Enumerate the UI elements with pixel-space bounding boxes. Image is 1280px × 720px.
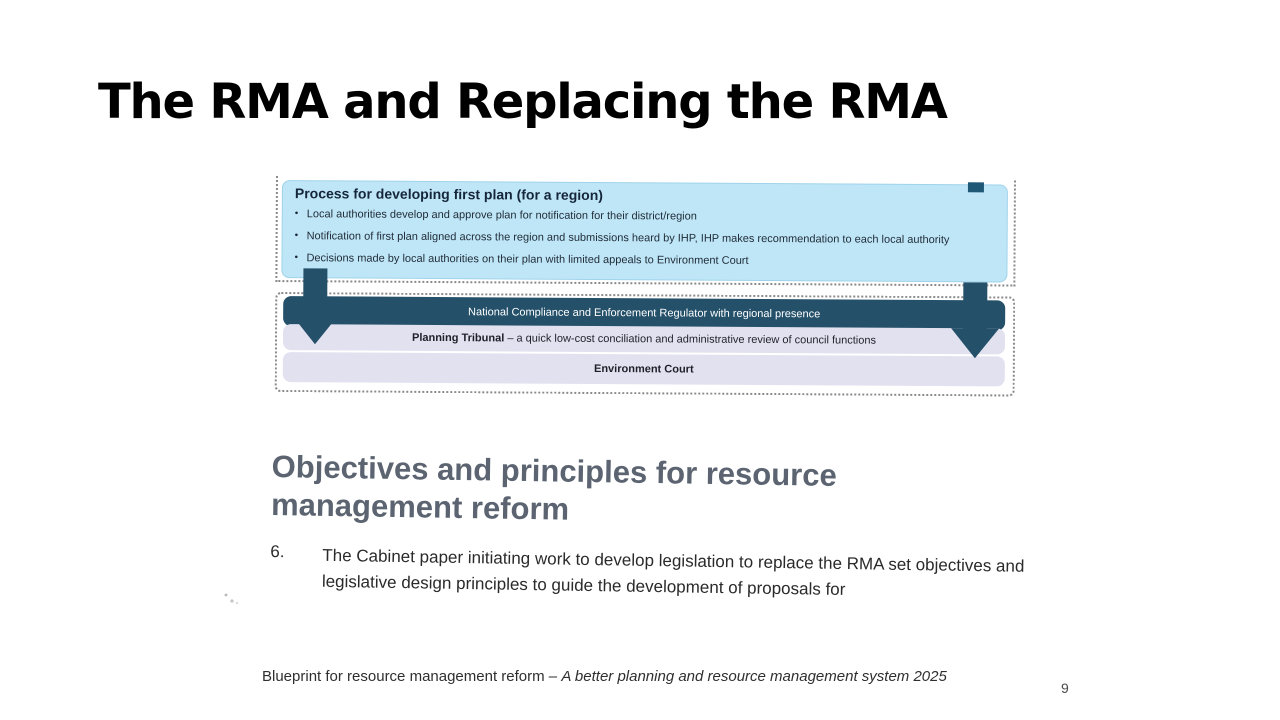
tribunal-band	[283, 324, 1005, 354]
court-band	[283, 352, 1005, 386]
regulator-label: National Compliance and Enforcement Regulator	[468, 306, 708, 320]
process-bullet-text: Decisions made by local authorities on their plan with limited appeals to Environment Court	[306, 252, 749, 267]
page-number: 9	[1061, 680, 1069, 696]
tribunal-suffix: – a quick low-cost conciliation and administrative review of council functions	[504, 332, 877, 347]
down-arrow-icon	[951, 282, 999, 358]
document-excerpt-image	[269, 448, 1071, 621]
scan-speck-icon	[222, 592, 240, 606]
connector-tab	[968, 182, 984, 192]
process-bullet-text: Notification of first plan aligned across the region and submissions heard by IHP, IHP makes recommendation to each local authority	[306, 230, 950, 247]
tribunal-label: Planning Tribunal	[411, 331, 505, 345]
footer-source	[262, 668, 947, 685]
excerpt-heading: Objectives and principles for resource management reform	[270, 448, 838, 527]
bullet-icon: •	[294, 208, 299, 220]
process-box	[281, 180, 1008, 282]
regulator-suffix: with regional presence	[707, 307, 821, 321]
bullet-icon: •	[294, 230, 299, 242]
slide-title: The RMA and Replacing the RMA	[98, 74, 947, 130]
process-heading: Process for developing first plan (for a region)	[294, 185, 604, 204]
down-arrow-icon	[291, 268, 339, 344]
process-bullet-list	[294, 206, 1006, 276]
footer-source-italic: A better planning and resource management system 2025	[561, 668, 947, 685]
bullet-icon: •	[294, 252, 299, 264]
court-label: Environment Court	[593, 362, 694, 376]
process-diagram-image	[271, 176, 1020, 403]
process-bullet	[294, 250, 1006, 276]
paragraph-text: The Cabinet paper initiating work to develop legislation to replace the RMA set objectives and legislative design principles to guide the development of proposals for	[321, 545, 1025, 600]
footer-source-plain: Blueprint for resource management reform –	[262, 668, 562, 685]
paragraph-number: 6.	[270, 541, 285, 562]
process-bullet-text: Local authorities develop and approve plan for notification for their district/region	[306, 208, 697, 223]
